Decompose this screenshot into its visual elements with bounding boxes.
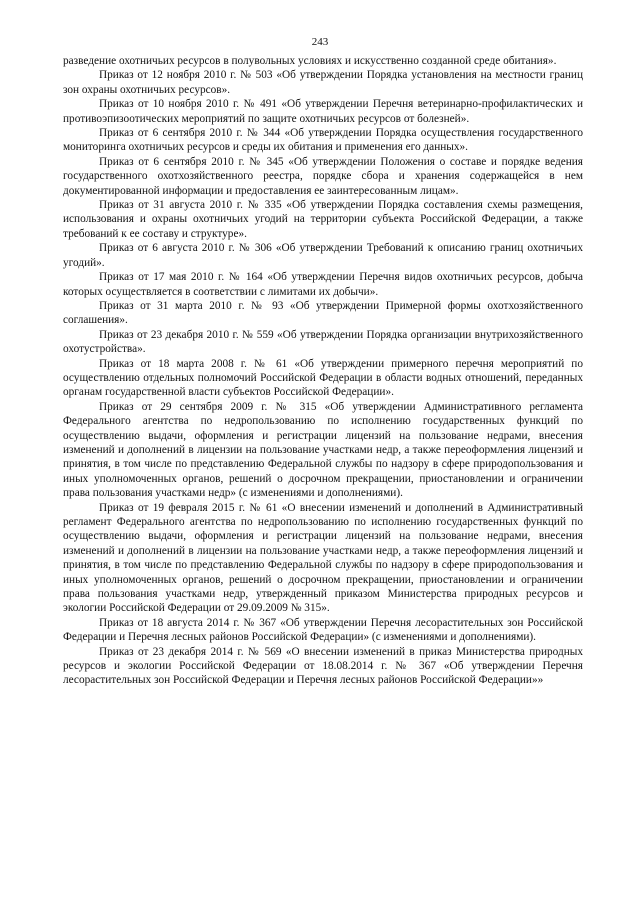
paragraph: Приказ от 6 сентября 2010 г. № 345 «Об утверждении Положения о составе и порядке ведения государственного охотхозяйственного реестра, порядке сбора и хранения содержащейся в нем документированной информации и предоставления ее заинтересованным лицам». — [63, 155, 583, 197]
page-number: 243 — [311, 36, 329, 48]
paragraph: Приказ от 6 августа 2010 г. № 306 «Об утверждении Требований к описанию границ охотничьих угодий». — [63, 242, 583, 269]
paragraph: Приказ от 17 мая 2010 г. № 164 «Об утверждении Перечня видов охотничьих ресурсов, добыча которых осуществляется в соответствии с лимитами их добычи». — [63, 271, 583, 298]
paragraph: Приказ от 31 марта 2010 г. № 93 «Об утверждении Примерной формы охотхозяйственного соглашения». — [63, 299, 583, 327]
paragraph: Приказ от 12 ноября 2010 г. № 503 «Об утверждении Порядка установления на местности границ зон охраны охотничьих ресурсов». — [63, 69, 583, 96]
paragraph: разведение охотничьих ресурсов в полувольных условиях и искусственно созданной среде обитания». — [63, 55, 557, 67]
page-content — [63, 54, 583, 688]
paragraph: Приказ от 10 ноября 2010 г. № 491 «Об утверждении Перечня ветеринарно-профилактических и противоэпизоотических мероприятий по защите охотничьих ресурсов от болезней». — [63, 98, 583, 125]
paragraph: Приказ от 31 августа 2010 г. № 335 «Об утверждении Порядка составления схемы размещения, использования и охраны охотничьих угодий на территории субъекта Российской Федерации, а также требований к ее составу и структуре». — [63, 199, 583, 240]
paragraph: Приказ от 29 сентября 2009 г. № 315 «Об утверждении Административного регламента Федерального агентства по недропользованию по исполнению государственных функций по осуществлению выдачи, оформления и регистрации лицензий на пользование недрами, внесения изменений и дополнений в лицензии на пользование участками недр, а также переоформления лицензий и принятия, в том числе по представлению Федеральной службы по надзору в сфере природопользования и иных уполномоченных органов, решений о досрочном прекращении, приостановлении и ограничении права пользования участками недр» (с изменениями и дополнениями). — [63, 400, 583, 500]
paragraph: Приказ от 19 февраля 2015 г. № 61 «О внесении изменений и дополнений в Административный регламент Федерального агентства по недропользованию по исполнению государственных функций по осуществлению выдачи, оформления и регистрации лицензий на пользование недрами, внесения изменений и дополнений в лицензии на пользование участками недр, а также переоформления лицензий и принятия, в том числе по представлению Федеральной службы по надзору в сфере природопользования и иных уполномоченных органов, решений о досрочном прекращении, приостановлении и ограничении права пользования участками недр, утвержденный приказом Министерства природных ресурсов и экологии Российской Федерации от 29.09.2009 № 315». — [63, 501, 583, 615]
paragraph: Приказ от 18 августа 2014 г. № 367 «Об утверждении Перечня лесорастительных зон Российской Федерации и Перечня лесных районов Российской Федерации» (с изменениями и дополнениями). — [63, 616, 583, 644]
paragraph: Приказ от 23 декабря 2014 г. № 569 «О внесении изменений в приказ Министерства природных ресурсов и экологии Российской Федерации от 18.08.2014 г. № 367 «Об утверждении Перечня лесорастительных зон Российской Федерации и Перечня лесных районов Российской Федерации»» — [63, 645, 583, 687]
paragraph: Приказ от 23 декабря 2010 г. № 559 «Об утверждении Порядка организации внутрихозяйственного охотустройства». — [63, 328, 583, 356]
paragraph: Приказ от 18 марта 2008 г. № 61 «Об утверждении примерного перечня мероприятий по осуществлению отдельных полномочий Российской Федерации в области водных отношений, переданных органам государственной власти субъектов Российской Федерации». — [63, 357, 583, 399]
paragraph: Приказ от 6 сентября 2010 г. № 344 «Об утверждении Порядка осуществления государственного мониторинга охотничьих ресурсов и среды их обитания и применения его данных». — [63, 127, 583, 154]
